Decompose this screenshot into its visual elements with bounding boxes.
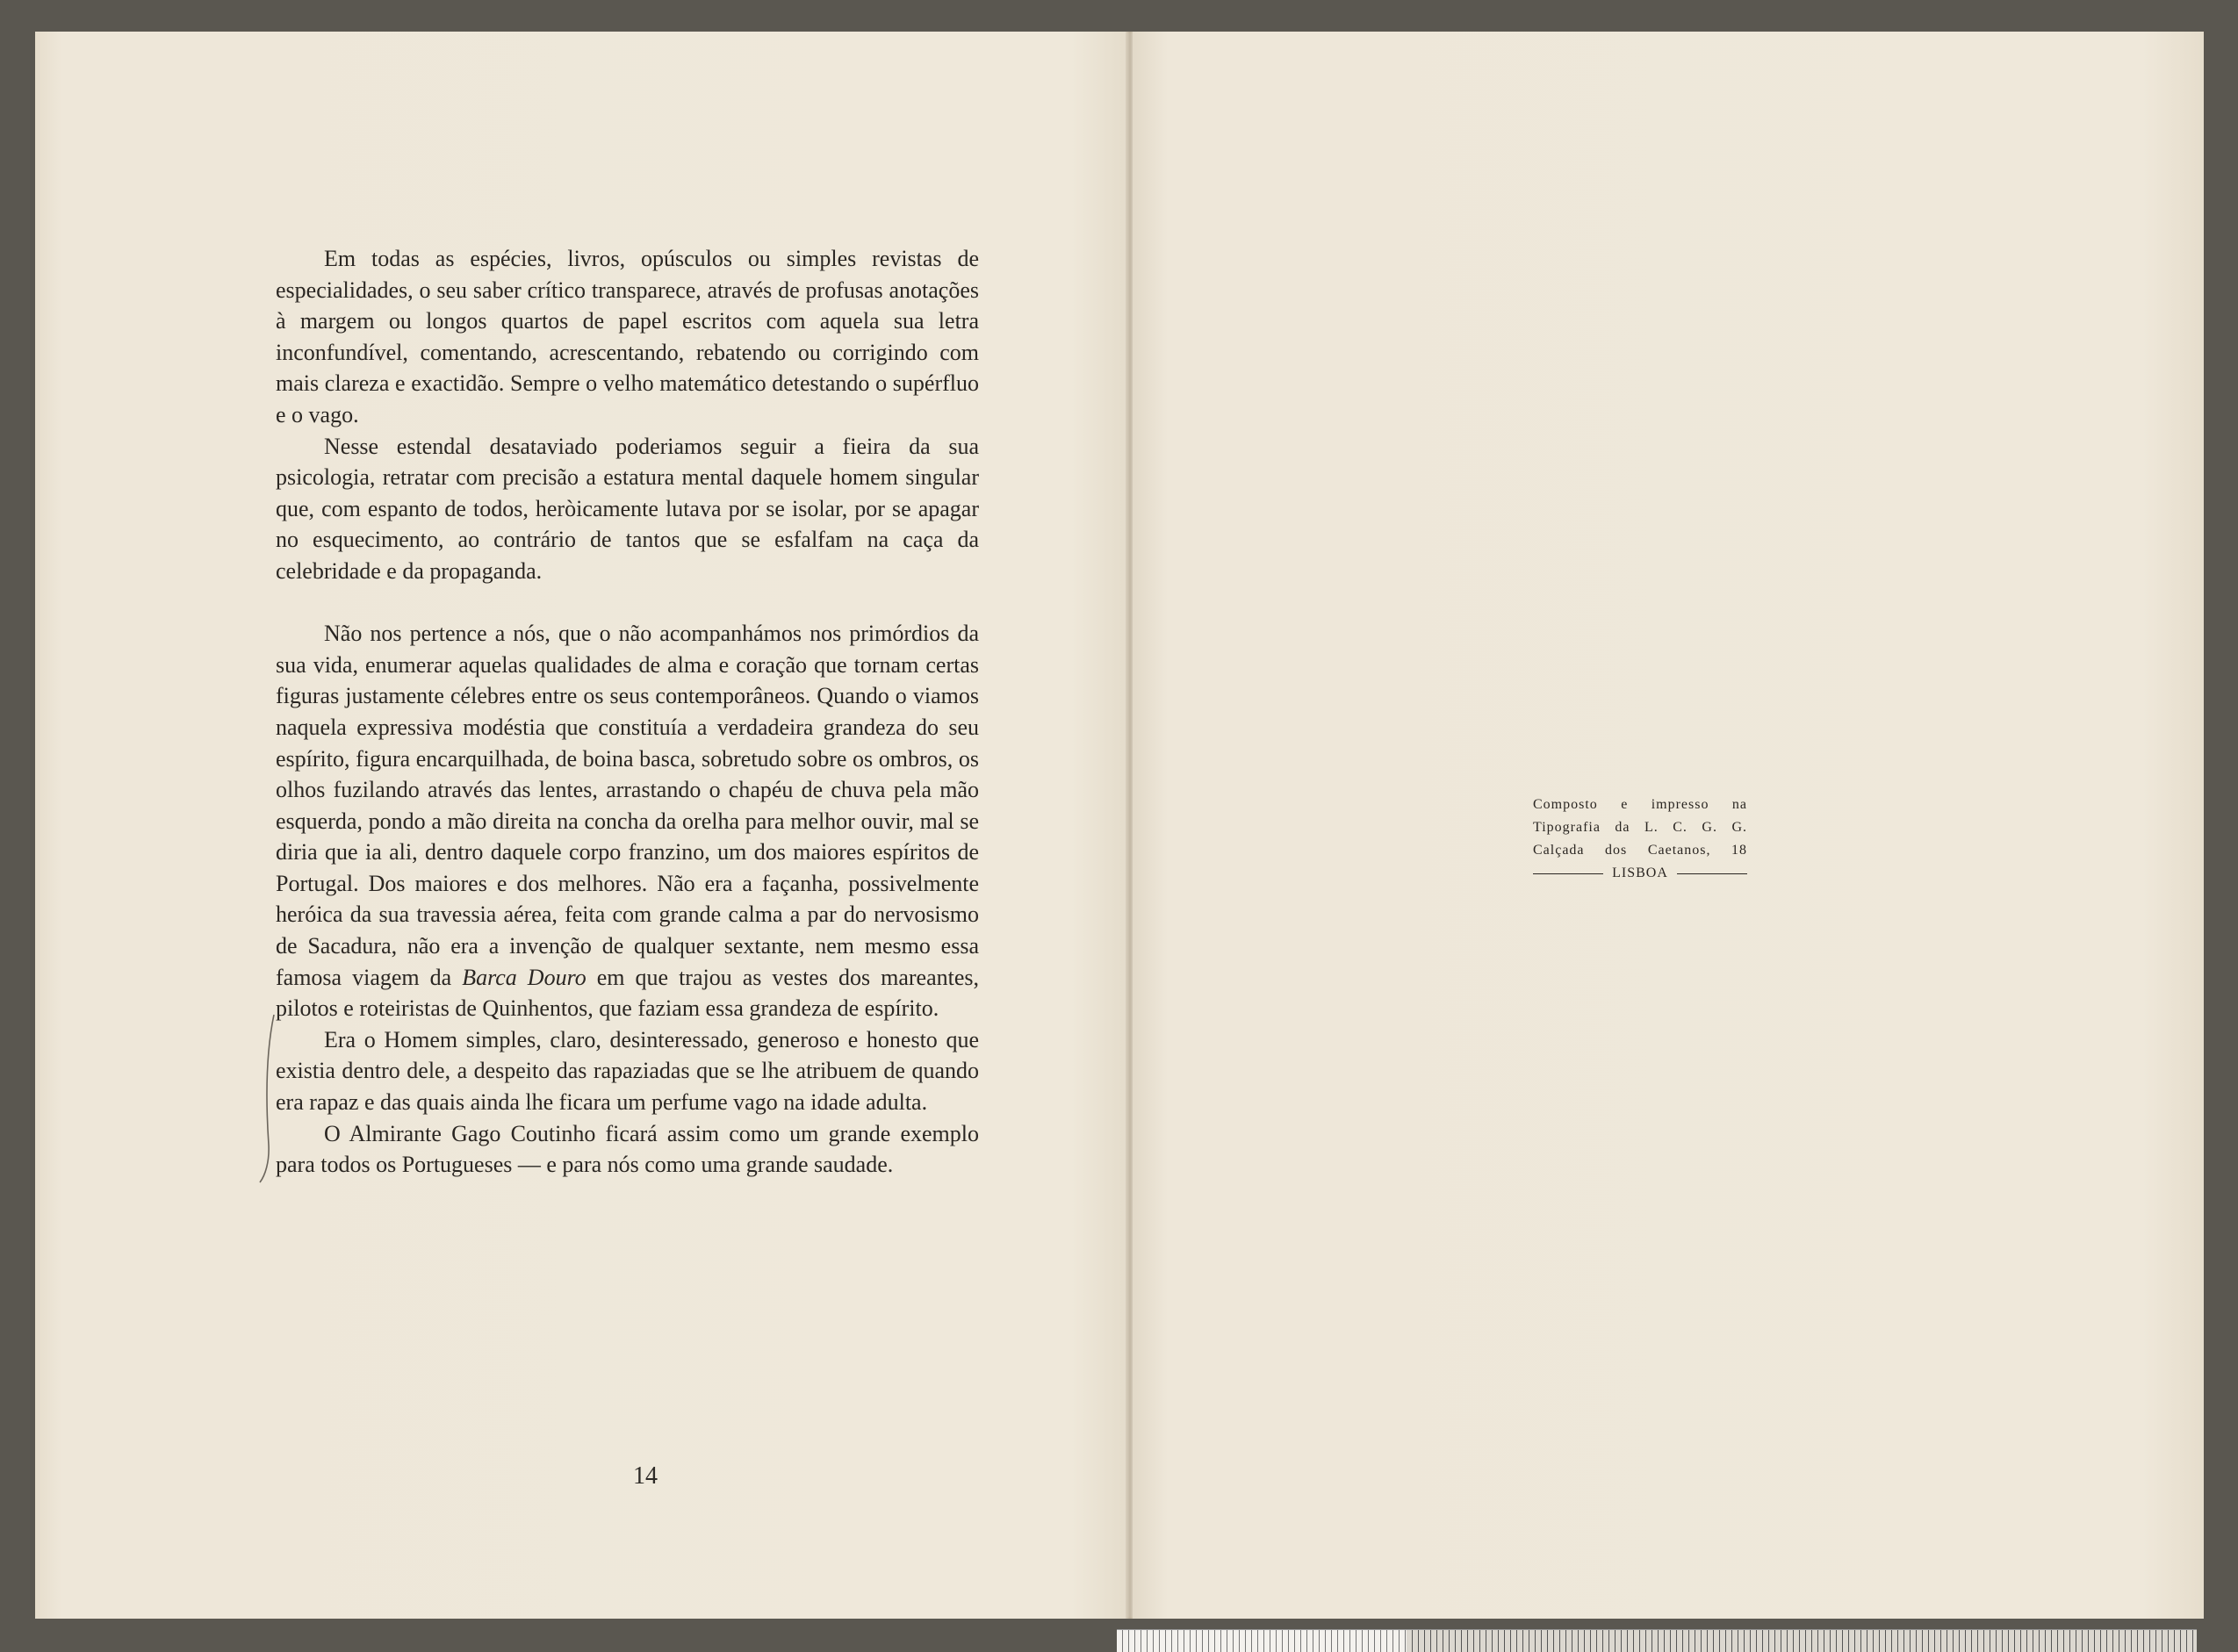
- rule-right: [1677, 873, 1747, 874]
- paragraph-3: [276, 618, 979, 1024]
- colophon: [1533, 794, 1747, 885]
- colophon-city: [1533, 862, 1747, 885]
- colophon-line-3: Calçada dos Caetanos, 18: [1533, 843, 1747, 858]
- rule-left: [1533, 873, 1603, 874]
- pencil-margin-mark: [255, 1013, 281, 1184]
- page-number: 14: [633, 1462, 658, 1490]
- left-page: [35, 32, 1127, 1619]
- body-text: [276, 243, 979, 1181]
- book-spread: [35, 32, 2204, 1619]
- italic-phrase: Barca Douro: [462, 964, 586, 990]
- city-label: LISBOA: [1612, 866, 1668, 880]
- colophon-line-2: Tipografia da L. C. G. G.: [1533, 820, 1747, 835]
- paragraph-5: O Almirante Gago Coutinho ficará assim como um grande exemplo para todos os Portugueses — e para nós como uma grande saudade.: [276, 1120, 979, 1178]
- paragraph-3-text: Não nos pertence a nós, que o não acompanhámos nos primórdios da sua vida, enumerar aquelas qualidades de alma e coração que tornam certas figuras justamente célebres entre os seus contemporâneos. Quando o viamos naquela expressiva modéstia que constituía a verdadeira grandeza do seu espírito, figura encarquilhada, de boina basca, sobretudo sobre os ombros, os olhos fuzilando através das lentes, arrastando o chapéu de chuva pela mão esquerda, pondo a mão direita na concha da orelha para melhor ouvir, mal se diria que ia ali, dentro daquele corpo franzino, um dos maiores espíritos de Portugal. Dos maiores e dos melhores. Não era a façanha, possivelmente heróica da sua travessia aérea, feita com grande calma a par do nervosismo de Sacadura, não era a invenção de qualquer sextante, nem mesmo essa famosa viagem da: [276, 621, 979, 990]
- paragraph-2: Nesse estendal desataviado poderiamos seguir a fieira da sua psicologia, retratar com precisão a estatura mental daquele homem singular que, com espanto de todos, heròicamente lutava por se isolar, por se apagar no esquecimento, ao contrário de tantos que se esfalfam na caça da celebridade e da propaganda.: [276, 433, 979, 584]
- ruler-segment-dark: [1407, 1630, 2197, 1652]
- scale-ruler: [1117, 1629, 2197, 1652]
- ruler-segment-light: [1117, 1630, 1407, 1652]
- paragraph-3-tail: em que trajou as vestes dos mareantes, pilotos e roteiristas de Quinhentos, que faziam essa grandeza de espírito.: [276, 964, 979, 1022]
- colophon-line-1: Composto e impresso na: [1533, 797, 1747, 812]
- paragraph-1: Em todas as espécies, livros, opúsculos ou simples revistas de especialidades, o seu saber crítico transparece, através de profusas anotações à margem ou longos quartos de papel escritos com aquela sua letra inconfundível, comentando, acrescentando, rebatendo ou corrigindo com mais clareza e exactidão. Sempre o velho matemático detestando o supérfluo e o vago.: [276, 246, 979, 427]
- paragraph-4: Era o Homem simples, claro, desinteressado, generoso e honesto que existia dentro dele, a despeito das rapaziadas que se lhe atribuem de quando era rapaz e das quais ainda lhe ficara um perfume vago na idade adulta.: [276, 1026, 979, 1116]
